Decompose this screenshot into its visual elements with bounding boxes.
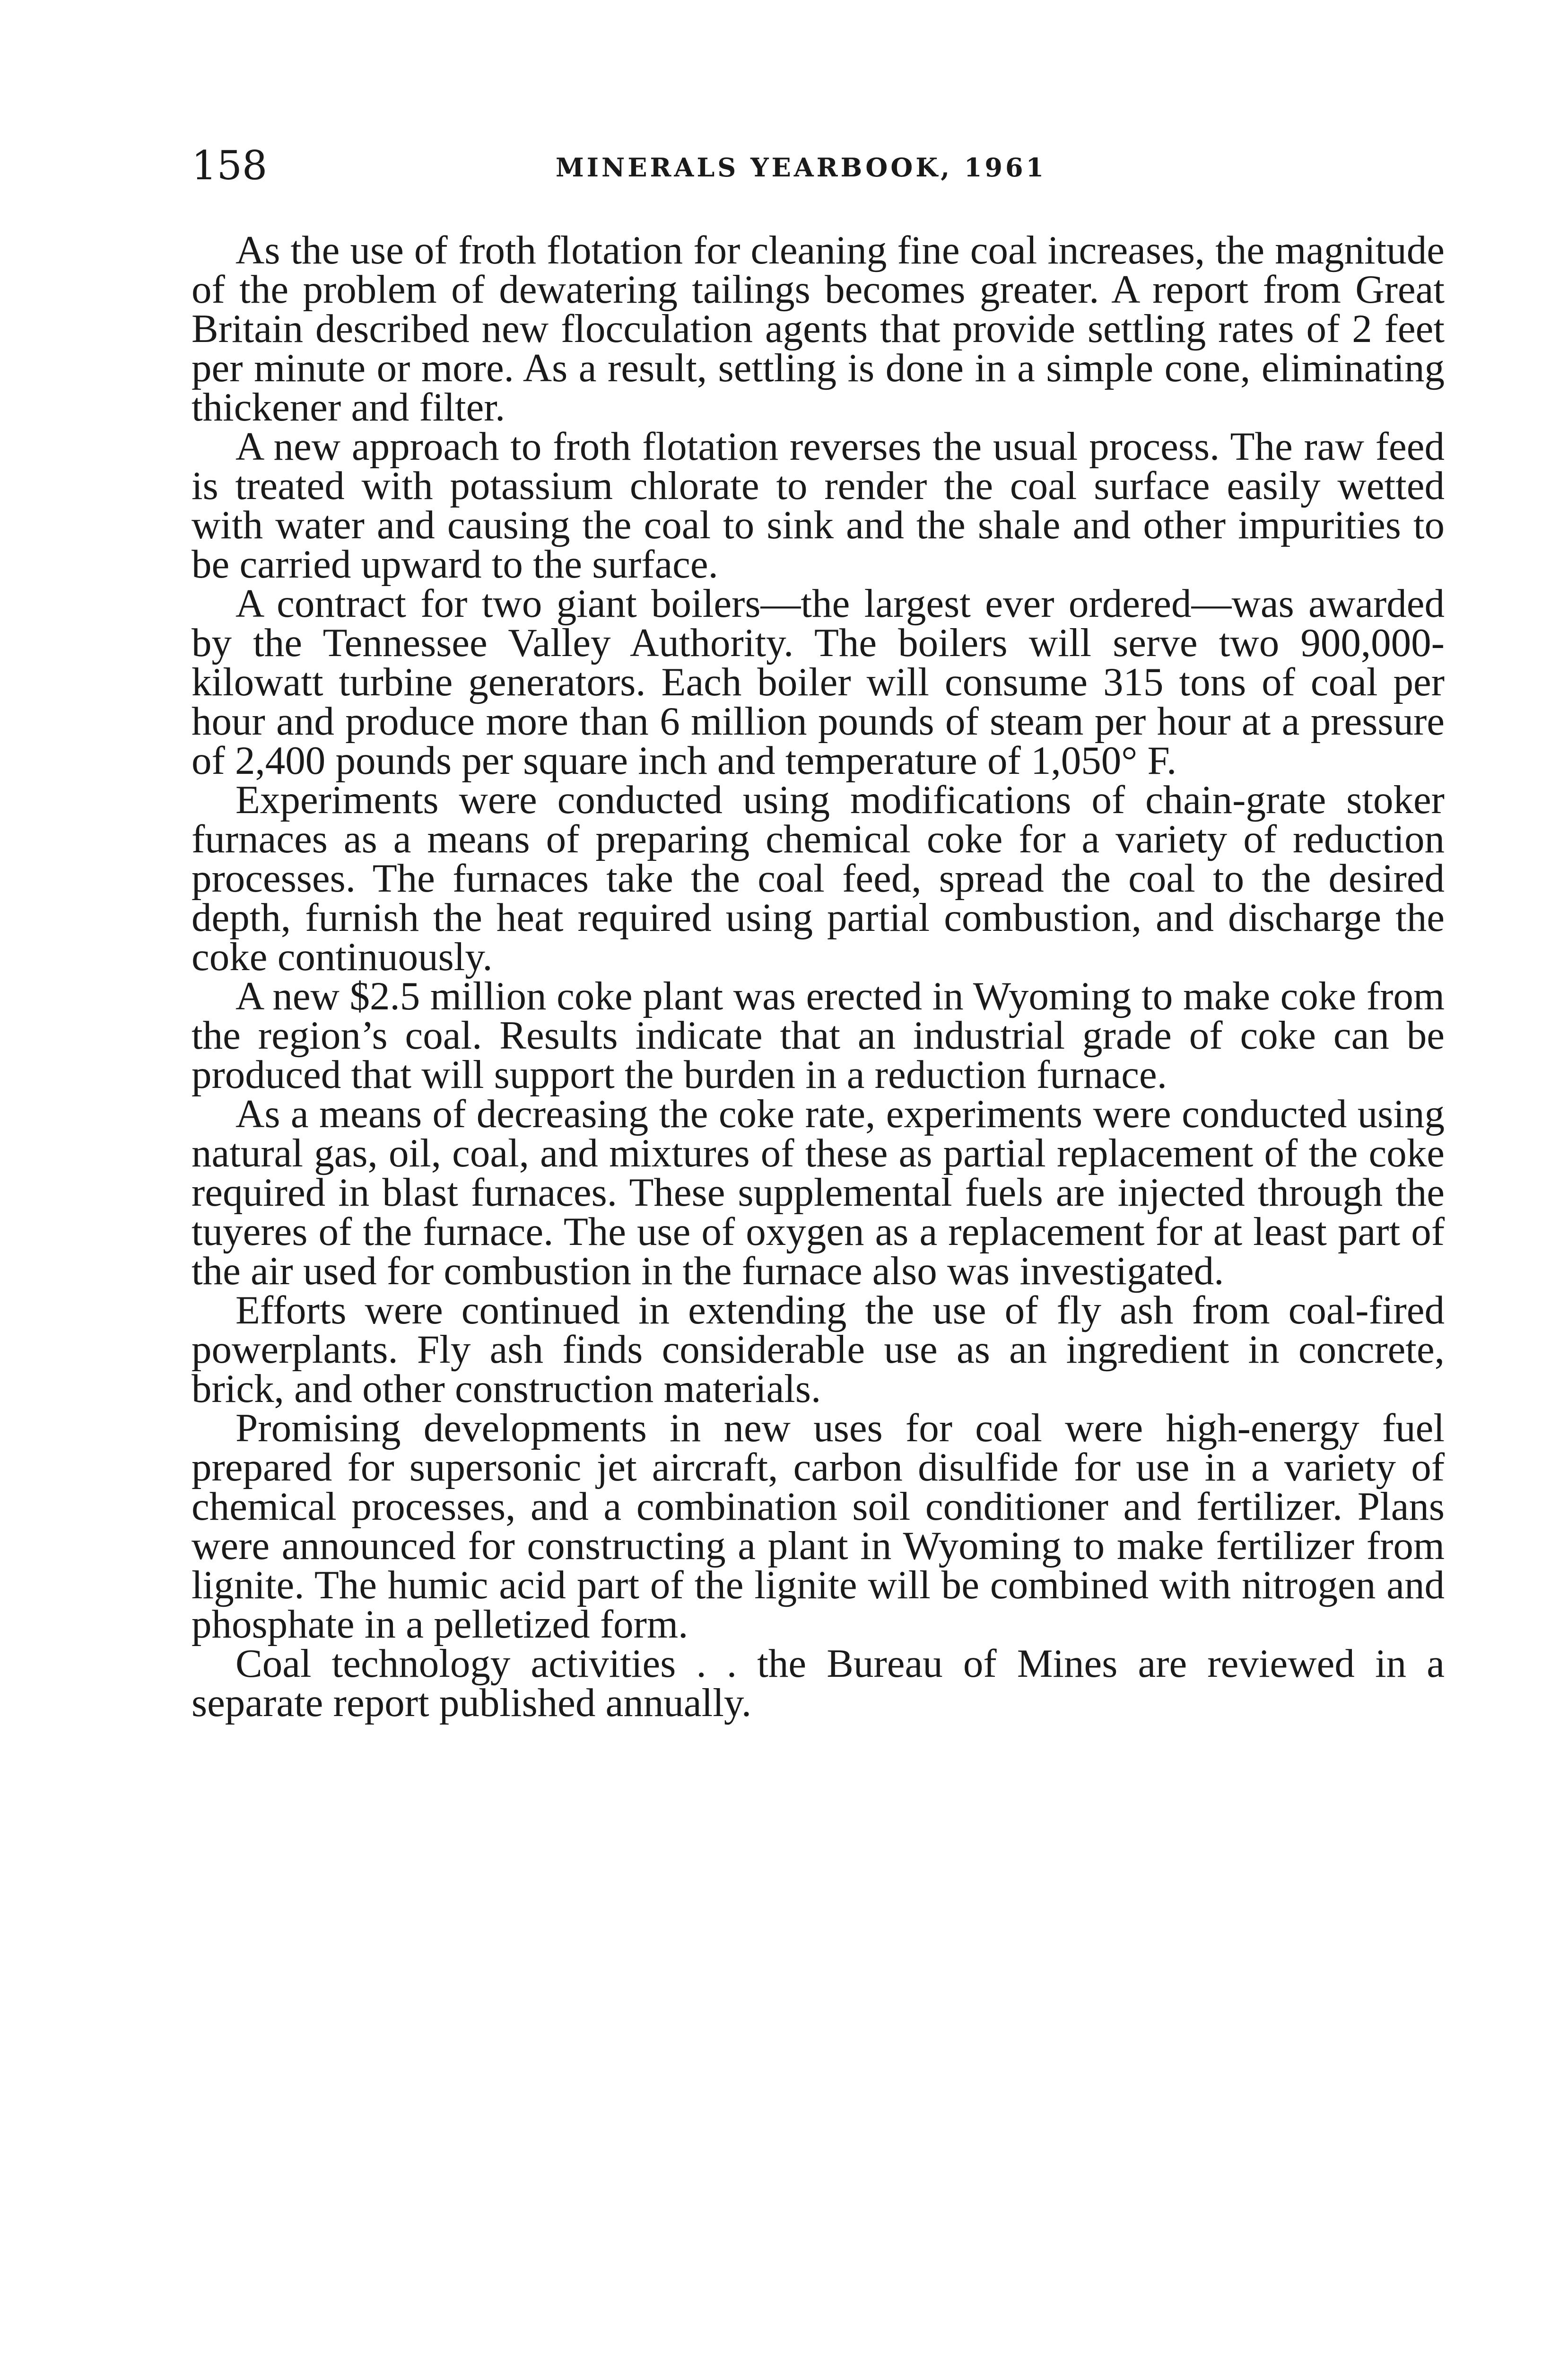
running-title: MINERALS YEARBOOK, 1961: [556, 152, 1047, 183]
paragraph-wyoming-coke-plant: A new $2.5 million coke plant was erected in Wyoming to make coke from the region’s coal. Results indicate that an industrial grade of coke can be produced that will support the burden in a reduction furnace.: [192, 974, 1445, 1097]
paragraph-fly-ash: Efforts were continued in extending the use of fly ash from coal-fired powerplants. Fly ash finds considerable use as an ingredient in concrete, brick, and other construction materials.: [192, 1288, 1445, 1411]
paragraph-bureau-of-mines: Coal technology activities . . the Bureau of Mines are reviewed in a separate report published annually.: [192, 1641, 1445, 1725]
paragraph-froth-flotation-dewatering: As the use of froth flotation for cleaning fine coal increases, the magnitude of the problem of dewatering tailings becomes greater. A report from Great Britain described new flocculation agents that provide settling rates of 2 feet per minute or more. As a result, settling is done in a simple cone, eliminating thickener and filter.: [192, 228, 1445, 429]
paragraph-new-uses: Promising developments in new uses for coal were high-energy fuel prepared for supersonic jet aircraft, carbon disulfide for use in a variety of chemical processes, and a combination soil conditioner and fertilizer. Plans were announced for constructing a plant in Wyoming to make fertilizer from lignite. The humic acid part of the lignite will be combined with nitrogen and phosphate in a pelletized form.: [192, 1406, 1445, 1647]
body-text: [192, 228, 1445, 1725]
page-number: 158: [192, 142, 268, 189]
paragraph-reverse-flotation: A new approach to froth flotation reverses the usual process. The raw feed is treated with potassium chlorate to render the coal surface easily wetted with water and causing the coal to sink and the shale and other impurities to be carried upward to the surface.: [192, 424, 1445, 587]
paragraph-coke-rate: As a means of decreasing the coke rate, experiments were conducted using natural gas, oil, coal, and mixtures of these as partial replacement of the coke required in blast furnaces. These supplemental fuels are injected through the tuyeres of the furnace. The use of oxygen as a replacement for at least part of the air used for combustion in the furnace also was investigated.: [192, 1092, 1445, 1293]
paragraph-chain-grate-stoker: Experiments were conducted using modifications of chain-grate stoker furnaces as a means of preparing chemical coke for a variety of reduction processes. The furnaces take the coal feed, spread the coal to the desired depth, furnish the heat required using partial combustion, and discharge the coke continuously.: [192, 778, 1445, 979]
running-head: [192, 142, 1445, 194]
paragraph-tva-boilers: A contract for two giant boilers—the largest ever ordered—was awarded by the Tennessee Valley Authority. The boilers will serve two 900,000-kilowatt turbine generators. Each boiler will consume 315 tons of coal per hour and produce more than 6 million pounds of steam per hour at a pressure of 2,400 pounds per square inch and temperature of 1,050° F.: [192, 581, 1445, 783]
